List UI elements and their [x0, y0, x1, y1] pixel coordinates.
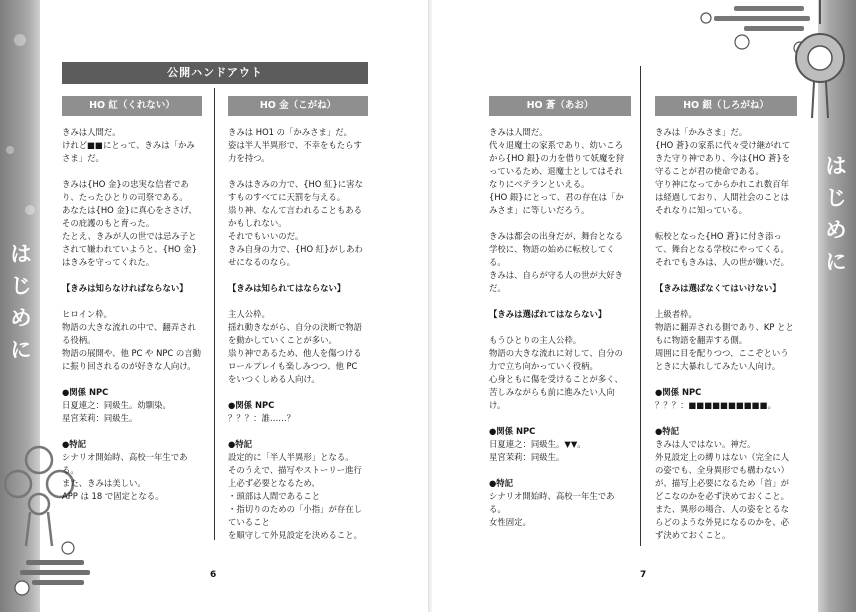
column-header: HO 金（こがね）: [228, 96, 368, 116]
right-page: [432, 0, 856, 612]
column-ho-ao: [489, 96, 631, 529]
column-body: きみは人間だ。 けれど■■にとって、きみは「かみさま」だ。 きみは{HO 金}の忠実な信者であり、たったひとりの司祭である。 あなたは{HO 金}に真心をささげ、その庇護のもと育った。 たとえ、きみが人の世では忌み子とされて嫌われていようと、{HO 金}はきみを守ってくれた。 【きみは知らなければならない】 ヒロイン枠。 物語の大きな流れの中で、翻弄される役柄。 物語の展開や、他 PC や NPC の言動に振り回されるのが好きな人向け。 ●関係 NPC 日夏連之：同級生。幼馴染。 星宮茉莉：同級生。 ●特記 シナリオ開始時、高校一年生である。 また、きみは美しい。 APP は 18 で固定となる。: [62, 127, 202, 501]
column-body: きみは HO1 の「かみさま」だ。 姿は半人半異形で、不幸をもたらす力を持つ。 きみはきみの力で、{HO 紅}に害なすものすべてに天罰を与える。 祟り神、なんて言われることもあるかもしれない。 それでもいいのだ。 きみ自身の力で、{HO 紅}がしあわせになるのなら。 【きみは知られてはならない】 主人公枠。 揺れ動きながら、自分の決断で物語を動かしていくことが多い。 祟り神であるため、他人を傷つけるロールプレイも楽しみつつ、他 PC をいつくしめる人向け。 ●関係 NPC ？？？：誰……？ ●特記 設定的に「半人半異形」となる。 そのうえで、描写やストーリー進行上必ず必要となるため、 ・頭部は人間であること ・指切りのための「小指」が存在していること を順守して外見設定を決めること。: [228, 127, 363, 540]
column-ho-shirogane: [655, 96, 797, 542]
column-divider: [640, 66, 641, 546]
left-vertical-title: は じ め に: [10, 242, 32, 362]
column-header: HO 銀（しろがね）: [655, 96, 797, 116]
column-ho-kogane: [228, 96, 368, 542]
page-number-left: 6: [210, 570, 217, 580]
page-number-right: 7: [640, 570, 647, 580]
column-header: HO 紅（くれない）: [62, 96, 202, 116]
column-header: HO 蒼（あお）: [489, 96, 631, 116]
page-banner-title: 公開ハンドアウト: [62, 62, 368, 84]
column-body: きみは人間だ。 代々退魔士の家系であり、幼いころから{HO 銀}の力を借りて妖魔を狩っているため、退魔士としてはそれなりにベテランといえる。 {HO 銀}にとって、君の存在は「かみさま」に等しいだろう。 きみは都会の出身だが、舞台となる学校に、物語の始めに転校してくる。 きみは、自らが守る人の世が大好きだ。 【きみは選ばれてはならない】 もうひとりの主人公枠。 物語の大きな流れに対して、自分の力で立ち向かっていく役柄。 心身ともに傷を受けることが多く、苦しみながらも前に進みたい人向け。 ●関係 NPC 日夏連之：同級生。▼▼。 星宮茉莉：同級生。 ●特記 シナリオ開始時、高校一年生である。 女性固定。: [489, 127, 625, 527]
column-divider: [214, 88, 215, 540]
plum-blossom-icon: [6, 530, 96, 610]
column-ho-kurenai: [62, 96, 202, 503]
right-vertical-title: は じ め に: [825, 154, 847, 274]
tassel-ornament-icon: [790, 0, 850, 120]
column-body: きみは「かみさま」だ。 {HO 蒼}の家系に代々受け継がれてきた守り神であり、今は{HO 蒼}を守ることが君の使命である。 守り神になってからかれこれ数百年は経過しており、人間社会のことはそれなりに知っている。 転校となった{HO 蒼}に付き添って、舞台となる学校にやってくる。 それでもきみは、人の世が嫌いだ。 【きみは選ばなくてはいけない】 上級者枠。 物語に翻弄される側であり、KP とともに物語を翻弄する側。 周囲に目を配りつつ、ここぞというときに大暴れしてみたい人向け。 ●関係 NPC ？？？：■■■■■■■■■■。 ●特記 きみは人ではない。神だ。 外見設定上の縛りはない（完全に人の姿でも、全身異形でも構わない）が、描写上必要になるため「首」がどこなのかを必ず決めておくこと。 また、異形の場合、人の姿をとるならどのような外見になるのかを、必ず決めておくこと。: [655, 127, 794, 540]
